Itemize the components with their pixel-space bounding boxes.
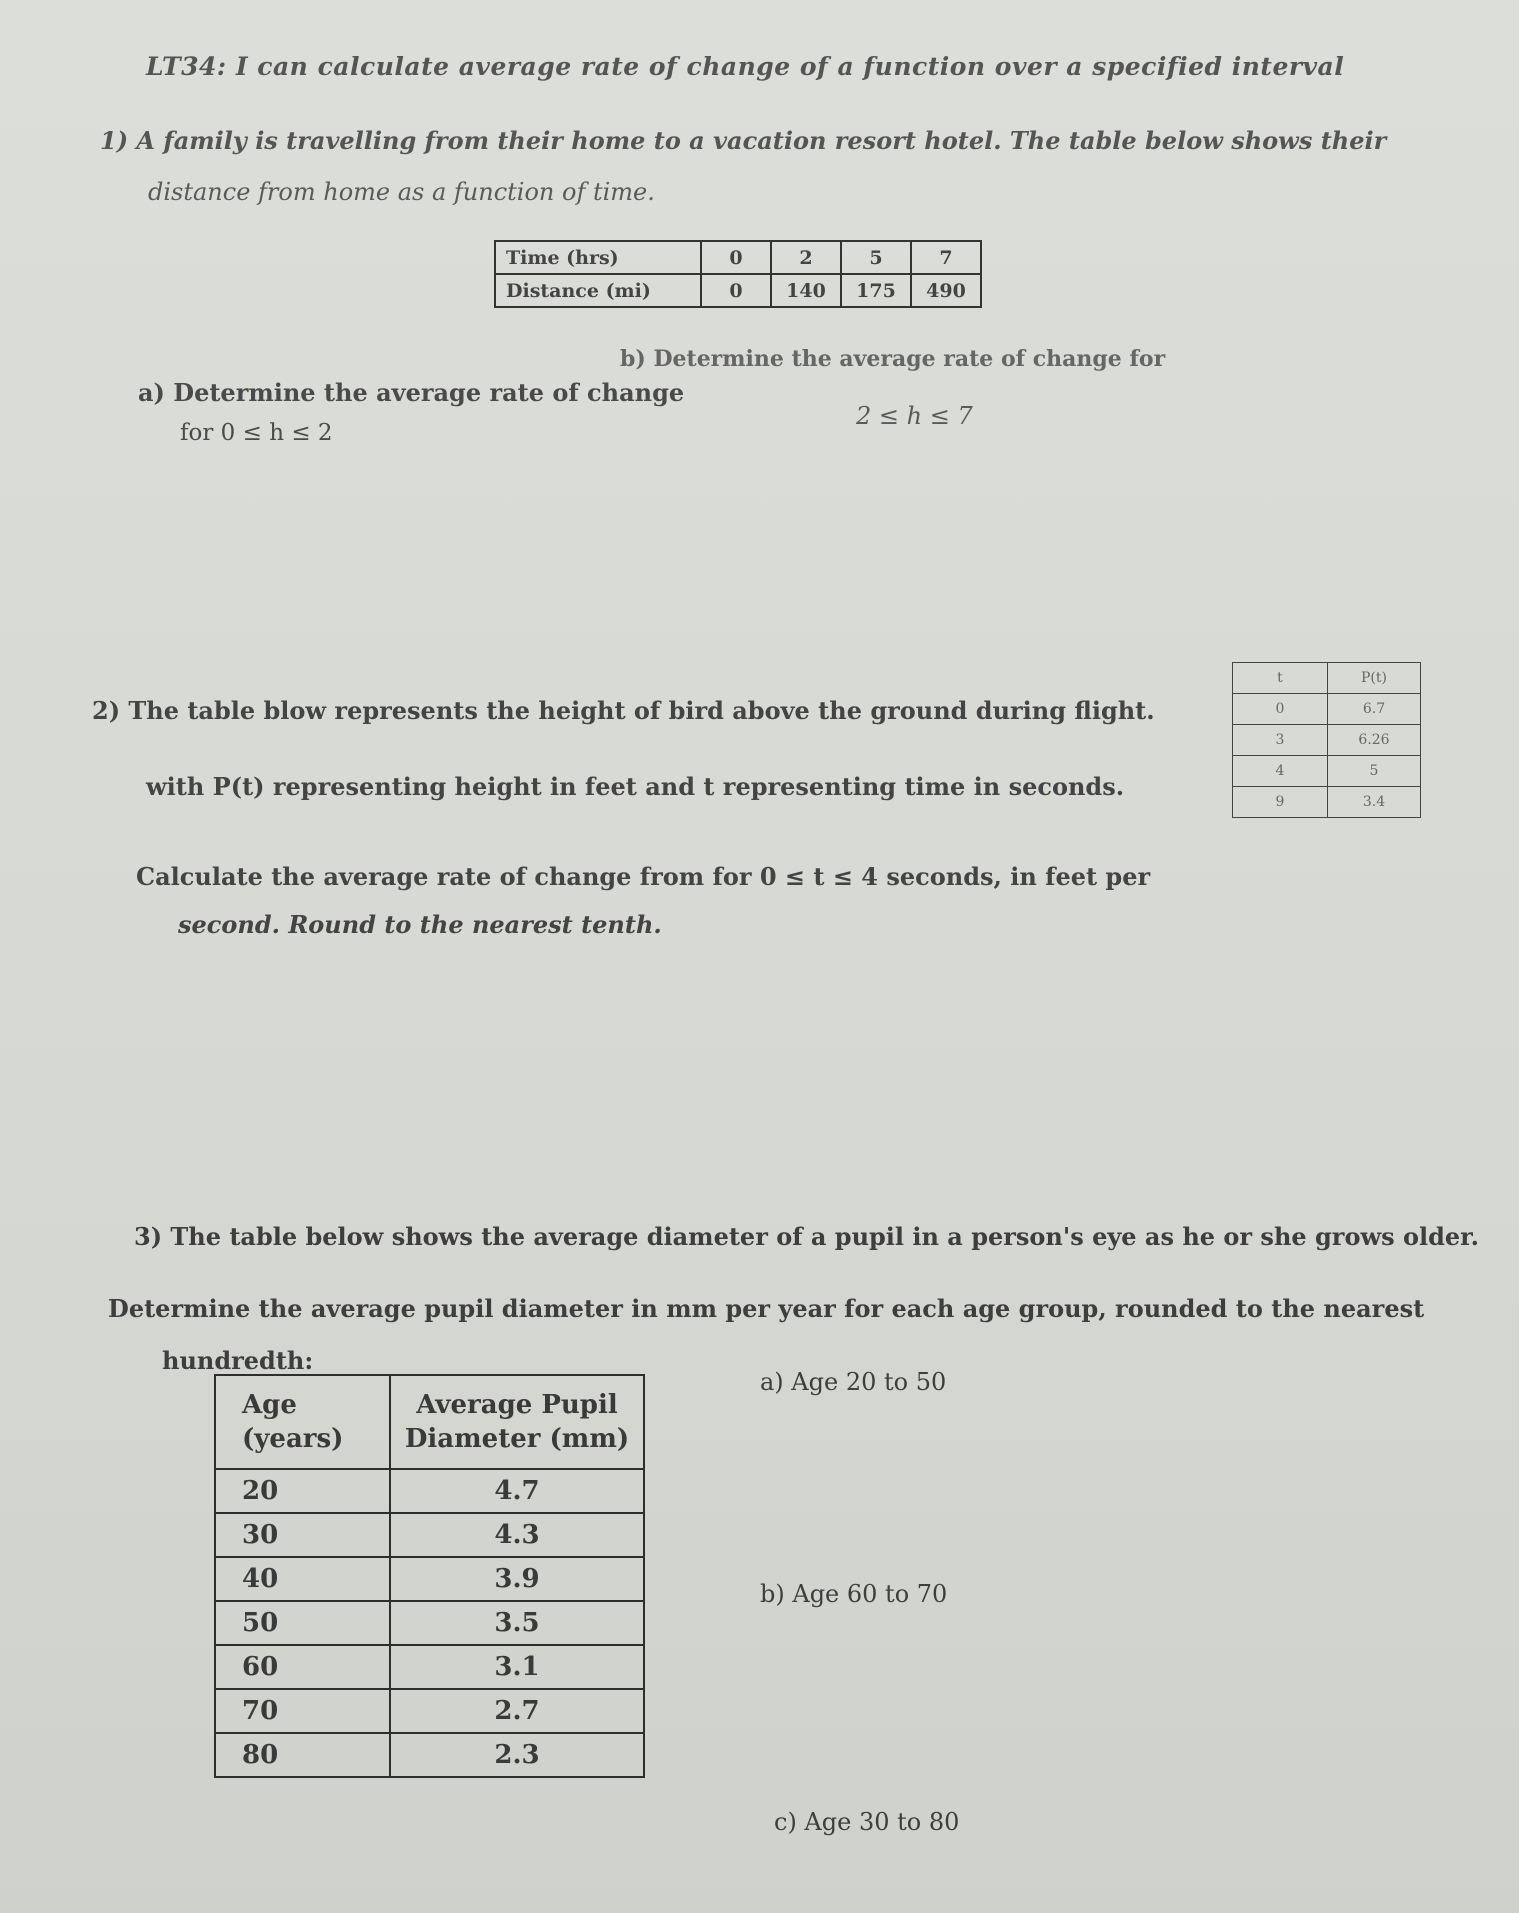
table-cell: 3	[1233, 725, 1328, 756]
table-row	[215, 1645, 644, 1689]
bird-height-table	[1232, 662, 1421, 818]
table-cell: 3.5	[390, 1601, 644, 1645]
table-cell: 490	[911, 274, 981, 307]
table-cell: 50	[215, 1601, 390, 1645]
time-distance-table	[494, 240, 982, 308]
table-cell: 30	[215, 1513, 390, 1557]
question-3-text: 3) The table below shows the average diameter of a pupil in a person's eye as he or she grows older.	[134, 1222, 1479, 1251]
question-3b-text: b) Age 60 to 70	[760, 1580, 948, 1608]
table-row	[1233, 663, 1421, 694]
question-3a-text: a) Age 20 to 50	[760, 1368, 947, 1396]
table-header-cell	[215, 1375, 390, 1469]
table-row	[1233, 725, 1421, 756]
table-cell: 7	[911, 241, 981, 274]
table-cell: 2.3	[390, 1733, 644, 1777]
table-cell: 60	[215, 1645, 390, 1689]
question-2-rounding: second. Round to the nearest tenth.	[178, 910, 662, 939]
question-1-text: 1) A family is travelling from their home to a vacation resort hotel. The table below shows their	[100, 126, 1387, 155]
table-cell: 2	[771, 241, 841, 274]
question-1b-text: b) Determine the average rate of change for	[620, 346, 1166, 372]
table-row	[215, 1689, 644, 1733]
question-3-prompt-cont: hundredth:	[162, 1346, 314, 1375]
table-cell: 4	[1233, 756, 1328, 787]
table-cell: 20	[215, 1469, 390, 1513]
question-2-text: 2) The table blow represents the height of bird above the ground during flight.	[92, 696, 1155, 725]
table-cell: 40	[215, 1557, 390, 1601]
table-row	[215, 1469, 644, 1513]
table-cell: 3.1	[390, 1645, 644, 1689]
table-header-cell: t	[1233, 663, 1328, 694]
question-2-text-cont: with P(t) representing height in feet and t representing time in seconds.	[146, 772, 1125, 801]
table-row	[215, 1557, 644, 1601]
table-cell: 3.9	[390, 1557, 644, 1601]
table-cell: 140	[771, 274, 841, 307]
table-row	[1233, 787, 1421, 818]
table-cell: 175	[841, 274, 911, 307]
question-1b-interval: 2 ≤ h ≤ 7	[856, 402, 973, 430]
table-cell: 4.3	[390, 1513, 644, 1557]
table-cell: 80	[215, 1733, 390, 1777]
table-header-cell	[390, 1375, 644, 1469]
table-cell: 0	[701, 274, 771, 307]
table-row	[495, 241, 981, 274]
table-cell: 2.7	[390, 1689, 644, 1733]
table-header-cell: P(t)	[1328, 663, 1421, 694]
header-diameter: Average Pupil	[416, 1390, 618, 1420]
table-header-row	[215, 1375, 644, 1469]
table-row	[215, 1513, 644, 1557]
table-cell: 5	[841, 241, 911, 274]
table-cell: 3.4	[1328, 787, 1421, 818]
pupil-diameter-table	[214, 1374, 645, 1778]
question-3c-text: c) Age 30 to 80	[774, 1808, 960, 1836]
question-3-prompt: Determine the average pupil diameter in mm per year for each age group, rounded to the nearest	[108, 1294, 1425, 1323]
question-1a-text: a) Determine the average rate of change	[138, 378, 685, 407]
table-row	[215, 1601, 644, 1645]
header-diameter-units: Diameter (mm)	[404, 1424, 630, 1454]
table-header-cell: Time (hrs)	[495, 241, 701, 274]
header-age-units: (years)	[242, 1424, 344, 1454]
table-cell: 4.7	[390, 1469, 644, 1513]
table-row	[1233, 694, 1421, 725]
table-cell: 0	[1233, 694, 1328, 725]
table-cell: 70	[215, 1689, 390, 1733]
table-cell: 5	[1328, 756, 1421, 787]
question-1a-interval: for 0 ≤ h ≤ 2	[180, 420, 333, 446]
table-cell: 6.26	[1328, 725, 1421, 756]
table-cell: 0	[701, 241, 771, 274]
question-1-text-cont: distance from home as a function of time.	[148, 178, 655, 206]
table-row	[215, 1733, 644, 1777]
table-header-cell: Distance (mi)	[495, 274, 701, 307]
table-cell: 9	[1233, 787, 1328, 818]
header-age: Age	[242, 1390, 297, 1420]
question-2-prompt: Calculate the average rate of change from for 0 ≤ t ≤ 4 seconds, in feet per	[136, 862, 1151, 891]
table-row	[1233, 756, 1421, 787]
table-row	[495, 274, 981, 307]
page-title: LT34: I can calculate average rate of change of a function over a specified interval	[146, 52, 1345, 81]
table-cell: 6.7	[1328, 694, 1421, 725]
